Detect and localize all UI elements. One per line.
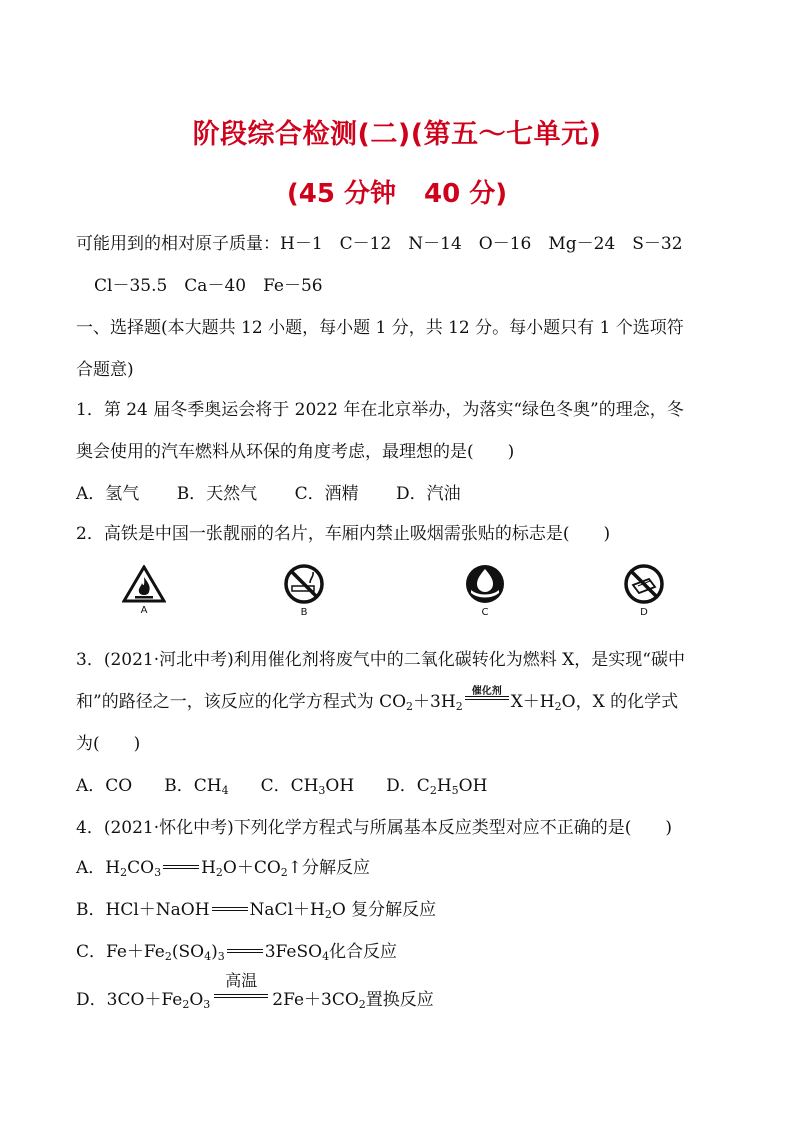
reaction-condition — [214, 971, 268, 1005]
q4-stem-text: 4．(2021·怀化中考)下列化学方程式与所属基本反应类型对应不正确的是( — [76, 818, 632, 838]
subscript: 2 — [406, 700, 414, 713]
q3-text: O，X 的化学式 — [561, 692, 679, 712]
atomic-mass-line-1: 可能用到的相对原子质量：H－1 C－12 N－14 O－16 Mg－24 S－32 — [76, 234, 683, 254]
page-title: 阶段综合检测(二)(第五～七单元) — [192, 119, 602, 150]
sign-c-label: C — [481, 607, 489, 618]
sign-d — [619, 563, 669, 618]
q4-option-a: A．$H_2CO_3$ $H_2O+CO_2↑$分解反应 — [76, 858, 371, 879]
water-saving-icon — [464, 563, 506, 605]
high-temp-label: 高温 — [225, 971, 258, 990]
sign-b-label: B — [300, 607, 308, 618]
q2-stem-text: 2．高铁是中国一张靓丽的名片，车厢内禁止吸烟需张贴的标志是( — [76, 524, 570, 544]
total-score: 40 分) — [424, 179, 508, 209]
q4-option-d: D．$3CO+Fe_2O_3$ 高温 $2Fe+3CO_2$置换反应 — [76, 971, 434, 1011]
q4-option-c: C．$Fe+Fe_2(SO_4)_3$ 3FeSO$_4$化合反应 — [76, 942, 398, 963]
q3-options — [76, 774, 487, 803]
subscript: 2 — [455, 700, 463, 713]
q1-option-b: B．天然气 — [176, 484, 258, 504]
q3-option-b: B．$CH_4$ — [164, 776, 229, 797]
equals-sign — [227, 945, 263, 957]
time-score-line — [0, 173, 794, 210]
no-smoking-icon — [283, 563, 325, 605]
sign-c — [460, 563, 510, 618]
time-limit: (45 分钟 — [286, 179, 396, 209]
q1-option-d: D．汽油 — [396, 484, 461, 504]
sign-a-label: A — [140, 605, 148, 616]
sign-d-label: D — [640, 607, 648, 618]
subscript: 2 — [554, 700, 562, 713]
no-fireworks-icon — [623, 563, 665, 605]
q3-text: ＋3H — [413, 692, 456, 712]
q1-option-a: A．氢气 — [76, 484, 140, 504]
q1-stem-line-1: 1．第 24 届冬季奥运会将于 2022 年在北京举办，为落实“绿色冬奥”的理念，冬 — [76, 400, 684, 420]
q4-option-b: B．HCl＋NaOH $NaCl+H_2O$ 复分解反应 — [76, 900, 437, 921]
q3-option-c: C．$CH_3OH$ — [260, 776, 355, 797]
q1-stem-line-2: 奥会使用的汽车燃料从环保的角度考虑，最理想的是( ) — [76, 442, 515, 462]
reaction-condition — [465, 686, 509, 707]
sign-b — [279, 563, 329, 618]
q3-stem-line-2 — [76, 686, 679, 719]
q3-stem-line-1: 3．(2021·河北中考)利用催化剂将废气中的二氧化碳转化为燃料 X，是实现“碳中 — [76, 650, 685, 670]
q1-stem-text: 奥会使用的汽车燃料从环保的角度考虑，最理想的是( — [76, 442, 474, 462]
equals-sign — [212, 903, 248, 915]
section-heading-line-2: 合题意) — [76, 360, 134, 380]
q4-stem: 4．(2021·怀化中考)下列化学方程式与所属基本反应类型对应不正确的是( ) — [76, 818, 673, 838]
sign-a — [119, 565, 169, 616]
q3-stem-line-3: 为( ) — [76, 734, 141, 754]
q1-options — [76, 482, 493, 506]
atomic-mass-line-2: Cl－35.5 Ca－40 Fe－56 — [94, 276, 323, 296]
flammable-warning-icon — [122, 565, 166, 603]
q3-option-d: D．$C_2H_5OH$ — [386, 776, 488, 797]
equals-sign — [163, 861, 199, 873]
q3-option-a: A．CO — [76, 776, 133, 796]
q3-text: 为( — [76, 734, 100, 754]
q3-text: X＋H — [510, 692, 555, 712]
q2-stem: 2．高铁是中国一张靓丽的名片，车厢内禁止吸烟需张贴的标志是( ) — [76, 524, 611, 544]
q3-text: 和”的路径之一，该反应的化学方程式为 CO — [76, 692, 407, 712]
catalyst-label: 催化剂 — [471, 686, 502, 697]
section-heading-line-1: 一、选择题(本大题共 12 小题，每小题 1 分，共 12 分。每小题只有 1 个选项符 — [76, 318, 684, 338]
q1-option-c: C．酒精 — [294, 484, 359, 504]
